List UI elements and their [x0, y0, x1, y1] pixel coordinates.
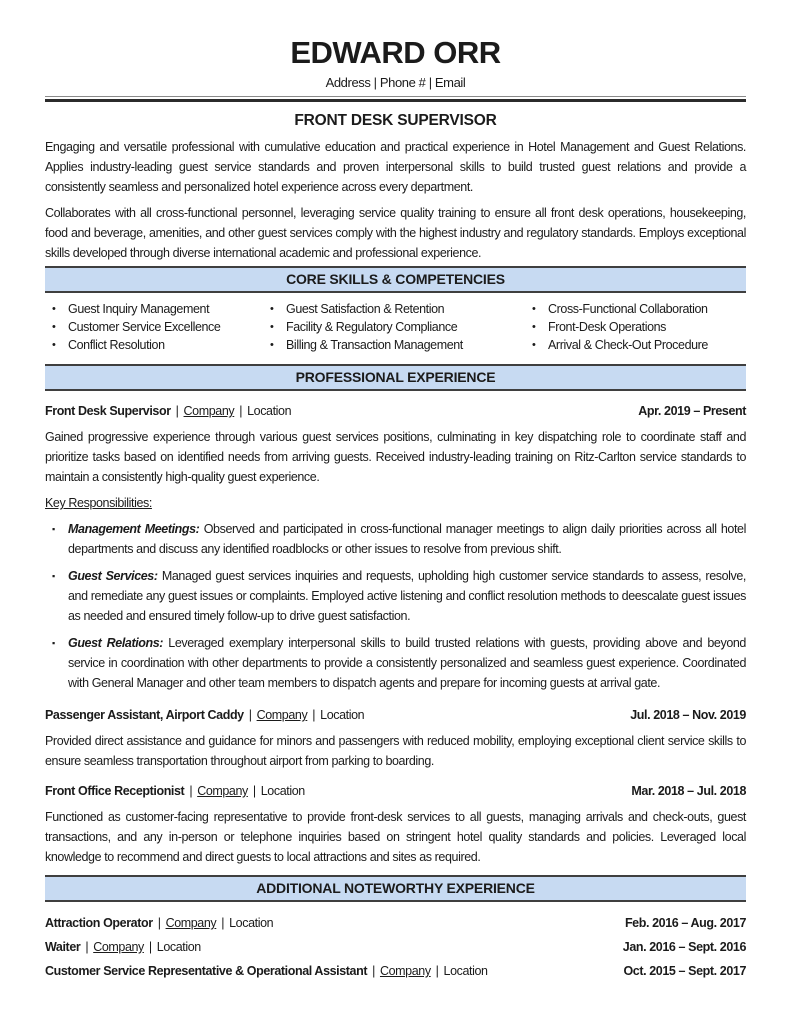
location-text: Location	[229, 916, 274, 930]
section-heading-additional-experience: ADDITIONAL NOTEWORTHY EXPERIENCE	[256, 880, 535, 896]
responsibility-lead: Management Meetings:	[68, 522, 200, 536]
location-text: Location	[443, 964, 488, 978]
responsibility-text-block	[68, 566, 746, 626]
date-range: Apr. 2019 – Present	[638, 404, 746, 418]
skill-label: Guest Satisfaction & Retention	[286, 302, 445, 316]
skill-item	[525, 319, 746, 336]
location-text: Location	[247, 404, 292, 418]
location-text: Location	[156, 940, 201, 954]
job-description: Functioned as customer-facing representative to provide front-desk services to all guests, managing arrivals and check-outs, guest transactions, and any in-person or telephone inquiries based on stringent hotel quality standards and policies. Leveraged local knowledge to recommend and direct guests to local attractions and sites as required.	[45, 810, 746, 864]
pipe-separator: |	[248, 708, 252, 722]
skill-label: Arrival & Check-Out Procedure	[548, 338, 708, 352]
job-description: Gained progressive experience through various guest services positions, culminating in key dispatching role to coordinate staff and prioritize tasks based on identified needs from arriving guests. Received industry-leading training on Ritz-Carlton service standards to maintain a consistently high-quality guest experience.	[45, 430, 746, 484]
bullet-icon: •	[270, 321, 274, 333]
date-range: Oct. 2015 – Sept. 2017	[623, 964, 746, 978]
bullet-icon: •	[270, 339, 274, 351]
job-title-line	[45, 783, 305, 800]
company-text: Company	[197, 784, 248, 798]
section-banner-professional-experience	[45, 364, 746, 391]
location-text: Location	[320, 708, 365, 722]
additional-entry	[45, 939, 746, 956]
job-title-line	[45, 403, 291, 420]
pipe-separator: |	[157, 916, 161, 930]
date-range: Feb. 2016 – Aug. 2017	[624, 916, 746, 930]
pipe-separator: |	[221, 916, 225, 930]
responsibility-item	[45, 633, 746, 693]
skill-item	[45, 319, 263, 336]
skill-item	[263, 301, 525, 318]
square-bullet-icon: ▪	[52, 571, 55, 581]
skill-item	[45, 337, 263, 354]
company-text: Company	[93, 940, 144, 954]
summary-paragraph-2: Collaborates with all cross-functional personnel, leveraging service quality training to ensure all front desk operations, housekeeping, food and beverage, amenities, and other guest services comply with the highest industry and regulatory standards. Employs exceptional skills developed through diverse international academic and professional experience.	[45, 206, 746, 260]
responsibility-item	[45, 519, 746, 559]
additional-entry	[45, 963, 746, 980]
job-header	[45, 783, 746, 800]
pipe-separator: |	[85, 940, 89, 954]
bullet-icon: •	[52, 321, 56, 333]
date-range: Jan. 2016 – Sept. 2016	[622, 940, 746, 954]
section-banner-additional-experience	[45, 875, 746, 902]
skill-label: Customer Service Excellence	[68, 320, 221, 334]
pipe-separator: |	[148, 940, 152, 954]
company-text: Company	[379, 964, 431, 978]
responsibility-text-block	[68, 633, 746, 693]
pipe-separator: |	[435, 964, 439, 978]
skill-item	[525, 337, 746, 354]
job-title: Front Desk Supervisor	[45, 404, 171, 418]
key-responsibilities-label: Key Responsibilities:	[45, 496, 152, 510]
company-text: Company	[165, 916, 217, 930]
job-title: Waiter	[45, 940, 81, 954]
square-bullet-icon: ▪	[52, 524, 55, 534]
resume-header	[45, 36, 746, 130]
skill-label: Front-Desk Operations	[548, 320, 667, 334]
location-text: Location	[260, 784, 305, 798]
skills-column-1	[45, 301, 263, 355]
skill-item	[525, 301, 746, 318]
job-title-line	[45, 939, 201, 956]
skill-label: Billing & Transaction Management	[286, 338, 463, 352]
pipe-separator: |	[189, 784, 193, 798]
section-banner-core-skills	[45, 266, 746, 293]
date-range: Jul. 2018 – Nov. 2019	[630, 708, 746, 722]
job-title-line	[45, 707, 364, 724]
bullet-icon: •	[532, 303, 536, 315]
pipe-separator: |	[372, 964, 375, 978]
skill-item	[45, 301, 263, 318]
responsibility-text: Leveraged exemplary interpersonal skills to build trusted relations with guests, providing above and beyond service in coordination with other departments to provide a consistently personalized and seamless guest experience. Coordinated with General Manager and other team members to dispatch agents and prepare for incoming guests at arrival gate.	[68, 636, 746, 690]
date-range: Mar. 2018 – Jul. 2018	[631, 784, 746, 798]
square-bullet-icon: ▪	[52, 638, 55, 648]
pipe-separator: |	[239, 404, 243, 418]
contact-line: Address | Phone # | Email	[325, 75, 466, 90]
job-title: Front Office Receptionist	[45, 784, 185, 798]
skill-item	[263, 319, 525, 336]
job-header	[45, 707, 746, 724]
skill-item	[263, 337, 525, 354]
section-heading-professional-experience: PROFESSIONAL EXPERIENCE	[295, 369, 496, 385]
responsibility-lead: Guest Services:	[68, 569, 158, 583]
company-text: Company	[256, 708, 308, 722]
skill-label: Facility & Regulatory Compliance	[286, 320, 458, 334]
bullet-icon: •	[532, 321, 536, 333]
skills-column-2	[263, 301, 525, 355]
job-header	[45, 403, 746, 420]
resume-job-title: FRONT DESK SUPERVISOR	[294, 112, 497, 129]
job-description: Provided direct assistance and guidance for minors and passengers with reduced mobility, employing exceptional client service skills to ensure seamless transportation throughout airport from parking to boarding.	[45, 734, 746, 768]
pipe-separator: |	[312, 708, 316, 722]
responsibility-lead: Guest Relations:	[68, 636, 164, 650]
skill-label: Cross-Functional Collaboration	[548, 302, 708, 316]
responsibility-text: Observed and participated in cross-functional manager meetings to align daily priorities across all hotel departments and discuss any identified roadblocks or other issues to resolve from previous shift.	[68, 522, 746, 556]
additional-entry	[45, 915, 746, 932]
job-title: Attraction Operator	[45, 916, 153, 930]
company-text: Company	[183, 404, 235, 418]
bullet-icon: •	[52, 303, 56, 315]
section-heading-core-skills: CORE SKILLS & COMPETENCIES	[286, 271, 505, 287]
skills-grid	[45, 301, 746, 355]
job-title: Passenger Assistant, Airport Caddy	[45, 708, 244, 722]
pipe-separator: |	[252, 784, 256, 798]
responsibility-text: Managed guest services inquiries and requests, upholding high customer service standards to assess, resolve, and remediate any guest issues or complaints. Employed active listening and conflict resolution methods to deescalate guest issues as needed and ensured timely follow-up to drive guest satisfaction.	[68, 569, 747, 623]
summary-paragraph-1: Engaging and versatile professional with cumulative education and practical experience in Hotel Management and Guest Relations. Applies industry-leading guest service standards and proven interpersonal skills to build trusted guest relations and provide a consistently seamless and personalized hotel experience across every department.	[45, 140, 746, 194]
job-title-line	[45, 963, 488, 980]
skills-column-3	[525, 301, 746, 355]
pipe-separator: |	[175, 404, 179, 418]
responsibility-text-block	[68, 519, 746, 559]
job-title-line	[45, 915, 273, 932]
job-title: Customer Service Representative & Operational Assistant	[45, 964, 368, 978]
responsibility-item	[45, 566, 746, 626]
skill-label: Guest Inquiry Management	[68, 302, 210, 316]
bullet-icon: •	[270, 303, 274, 315]
bullet-icon: •	[52, 339, 56, 351]
bullet-icon: •	[532, 339, 536, 351]
candidate-name: EDWARD ORR	[290, 35, 501, 70]
header-divider	[45, 96, 746, 102]
skill-label: Conflict Resolution	[68, 338, 165, 352]
